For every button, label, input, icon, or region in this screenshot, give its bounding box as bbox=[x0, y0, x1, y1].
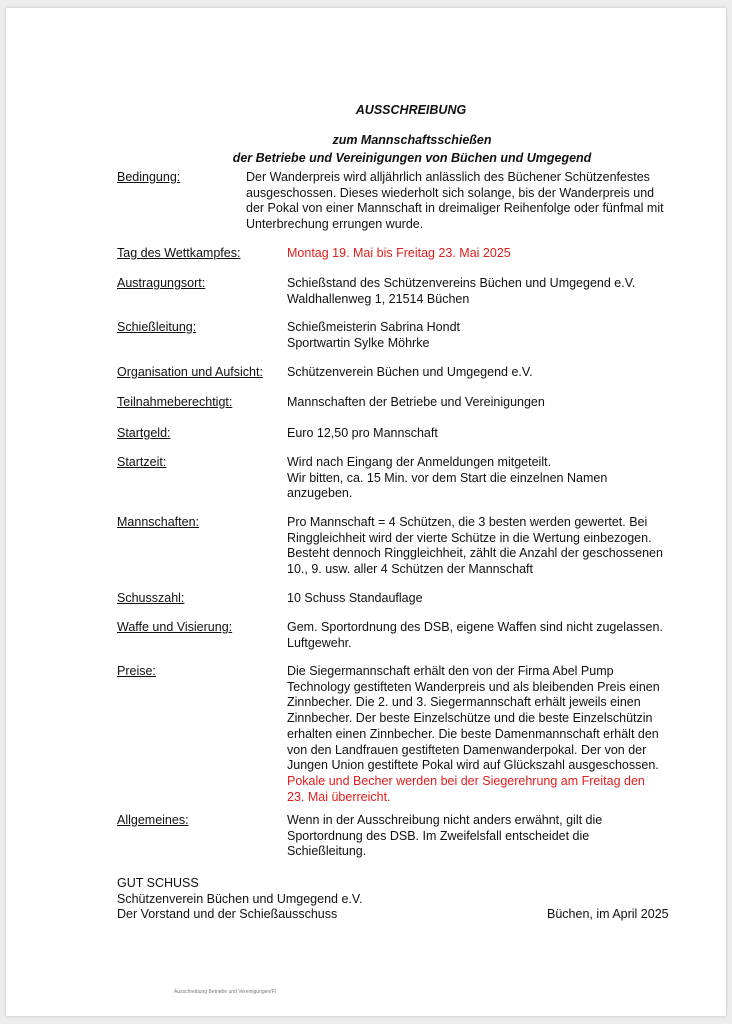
text-line: Euro 12,50 pro Mannschaft bbox=[287, 426, 438, 440]
text-line: Gem. Sportordnung des DSB, eigene Waffen sind nicht zugelassen. bbox=[287, 620, 663, 634]
text-line: Der Wanderpreis wird alljährlich anlässlich des Büchener Schützenfestes bbox=[246, 170, 650, 184]
closing-block bbox=[117, 876, 363, 923]
section-text bbox=[287, 591, 702, 607]
text-line: Sportwartin Sylke Möhrke bbox=[287, 335, 430, 350]
section-label: Bedingung: bbox=[117, 170, 181, 184]
text-line: 10., 9. usw. aller 4 Schützen der Mannschaft bbox=[287, 562, 533, 577]
subtitle-line: zum Mannschaftsschießen bbox=[332, 133, 492, 147]
text-line: Pro Mannschaft = 4 Schützen, die 3 besten werden gewertet. Bei bbox=[287, 515, 648, 529]
section-text bbox=[287, 365, 702, 381]
section-text bbox=[287, 515, 702, 578]
section-label: Schusszahl: bbox=[117, 591, 185, 605]
text-line: Die Siegermannschaft erhält den von der Firma Abel Pump bbox=[287, 664, 614, 678]
text-line: Besteht dennoch Ringgleichheit, zählt die Anzahl der geschossenen bbox=[287, 546, 663, 561]
text-line: Jungen Union gestiftete Pokal wird auf Glückszahl ausgeschossen. bbox=[287, 758, 659, 773]
document-title: AUSSCHREIBUNG bbox=[355, 103, 467, 117]
closing-signatories: Der Vorstand und der Schießausschuss bbox=[117, 907, 338, 922]
text-line: Zinnbecher. Die 2. und 3. Siegermannschaft erhält jeweils einen bbox=[287, 695, 641, 710]
text-line: Luftgewehr. bbox=[287, 635, 352, 650]
section-text bbox=[287, 664, 702, 805]
highlight-line: Pokale und Becher werden bei der Siegerehrung am Freitag den bbox=[287, 773, 645, 788]
text-line: Schießleitung. bbox=[287, 844, 367, 859]
section-label: Mannschaften: bbox=[117, 515, 199, 529]
section-label: Allgemeines: bbox=[117, 813, 189, 827]
section-label: Organisation und Aufsicht: bbox=[117, 365, 263, 379]
subtitle-line: der Betriebe und Vereinigungen von Büchen und Umgegend bbox=[232, 151, 592, 165]
text-line: Unterbrechung errungen wurde. bbox=[246, 217, 424, 232]
document-subtitle bbox=[6, 131, 732, 167]
text-line: 10 Schuss Standauflage bbox=[287, 591, 423, 605]
text-line: Schützenverein Büchen und Umgegend e.V. bbox=[287, 365, 533, 379]
section-text bbox=[287, 426, 702, 442]
document-page bbox=[6, 8, 726, 1016]
text-line: anzugeben. bbox=[287, 486, 353, 501]
section-label: Waffe und Visierung: bbox=[117, 620, 233, 634]
section-label: Schießleitung: bbox=[117, 320, 197, 334]
event-date: Montag 19. Mai bis Freitag 23. Mai 2025 bbox=[287, 246, 511, 260]
text-line: Mannschaften der Betriebe und Vereinigungen bbox=[287, 395, 545, 409]
section-label: Teilnahmeberechtigt: bbox=[117, 395, 233, 409]
section-text bbox=[287, 813, 702, 860]
text-line: Schießstand des Schützenvereins Büchen und Umgegend e.V. bbox=[287, 276, 636, 290]
text-line: Technology gestifteten Wanderpreis und als bleibenden Preis einen bbox=[287, 679, 660, 694]
text-line: Wenn in der Ausschreibung nicht anders erwähnt, gilt die bbox=[287, 813, 603, 827]
text-line: ausgeschossen. Dieses wiederholt sich solange, bis der Wanderpreis und bbox=[246, 185, 655, 200]
text-line: Wir bitten, ca. 15 Min. vor dem Start die einzelnen Namen bbox=[287, 470, 608, 485]
section-label: Preise: bbox=[117, 664, 156, 678]
closing-greeting: GUT SCHUSS bbox=[117, 876, 199, 890]
highlight-line: 23. Mai überreicht. bbox=[287, 789, 391, 804]
text-line: Wird nach Eingang der Anmeldungen mitgeteilt. bbox=[287, 455, 552, 469]
section-text bbox=[287, 276, 702, 307]
text-line: Waldhallenweg 1, 21514 Büchen bbox=[287, 291, 470, 306]
footer-note: Ausschreibung Betriebe und Vereinigungen/Fl bbox=[174, 989, 276, 995]
text-line: Sportordnung des DSB. Im Zweifelsfall entscheidet die bbox=[287, 828, 590, 843]
text-line: von den Landfrauen gestifteten Damenwanderpokal. Der von der bbox=[287, 742, 647, 757]
text-line: Zinnbecher. Der beste Einzelschütze und die beste Einzelschützin bbox=[287, 711, 653, 726]
section-label: Startgeld: bbox=[117, 426, 171, 440]
section-text bbox=[287, 395, 702, 411]
text-line: der Pokal von einer Mannschaft in dreimaliger Reihenfolge oder fünfmal mit bbox=[246, 201, 664, 216]
text-line: Schießmeisterin Sabrina Hondt bbox=[287, 320, 460, 334]
text-line: erhalten einen Zinnbecher. Die beste Damenmannschaft erhält den bbox=[287, 726, 659, 741]
section-text bbox=[287, 246, 702, 262]
section-label: Startzeit: bbox=[117, 455, 167, 469]
section-text bbox=[246, 170, 702, 233]
section-text bbox=[287, 455, 702, 502]
section-text bbox=[287, 620, 702, 651]
text-line: Ringgleichheit wird der vierte Schütze in die Wertung einbezogen. bbox=[287, 530, 652, 545]
closing-org: Schützenverein Büchen und Umgegend e.V. bbox=[117, 891, 363, 906]
section-label: Austragungsort: bbox=[117, 276, 206, 290]
section-text bbox=[287, 320, 702, 351]
place-date: Büchen, im April 2025 bbox=[547, 907, 669, 921]
section-label: Tag des Wettkampfes: bbox=[117, 246, 241, 260]
